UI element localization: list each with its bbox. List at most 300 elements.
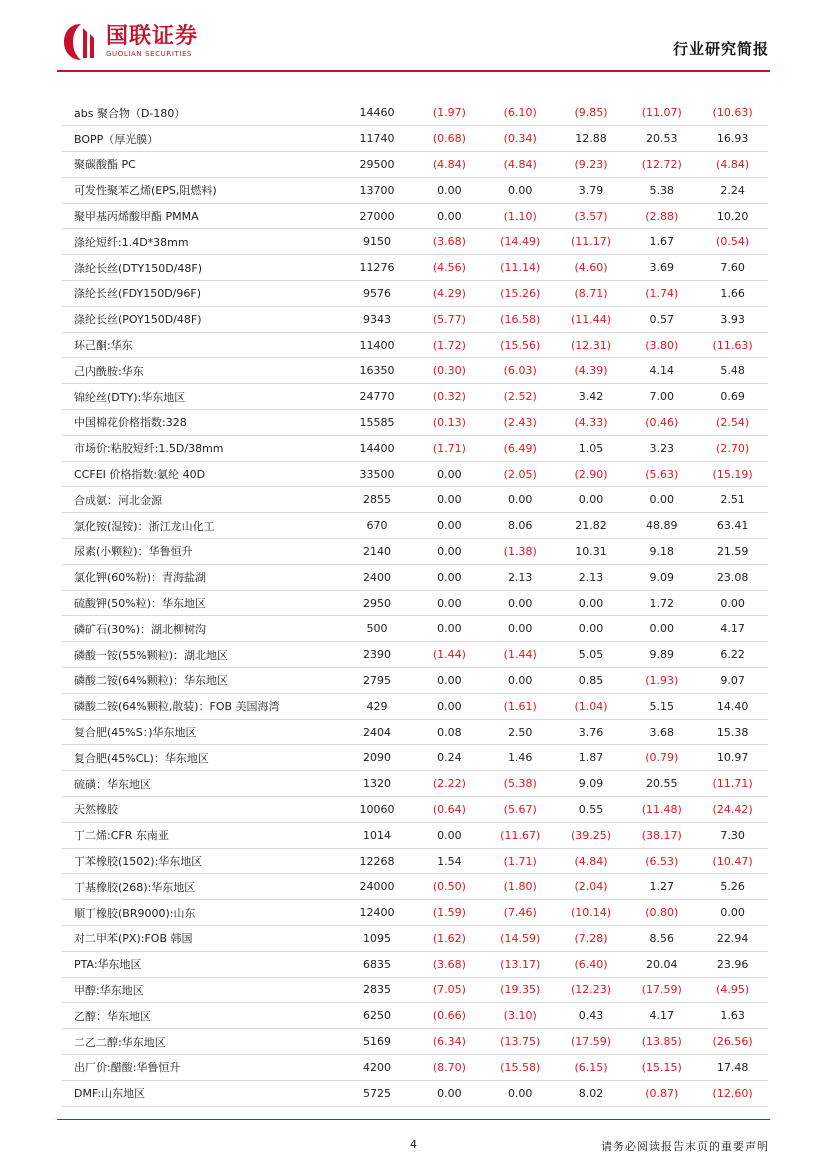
change-cell: 3.68 xyxy=(626,719,697,745)
change-cell: 3.69 xyxy=(626,255,697,281)
change-cell: (1.71) xyxy=(414,435,485,461)
change-cell: 0.24 xyxy=(414,745,485,771)
change-cell: 0.00 xyxy=(626,616,697,642)
change-cell: 9.89 xyxy=(626,642,697,668)
change-cell: (2.54) xyxy=(697,410,768,436)
change-cell: 23.08 xyxy=(697,564,768,590)
change-cell: (4.95) xyxy=(697,977,768,1003)
change-cell: 10.20 xyxy=(697,203,768,229)
change-cell: (0.54) xyxy=(697,229,768,255)
change-cell: (3.80) xyxy=(626,332,697,358)
change-cell: 2.50 xyxy=(485,719,556,745)
table-row xyxy=(62,951,768,977)
change-cell: 0.69 xyxy=(697,384,768,410)
change-cell: 0.00 xyxy=(414,564,485,590)
price-cell: 2795 xyxy=(340,668,414,694)
table-row xyxy=(62,1054,768,1080)
change-cell: 5.38 xyxy=(626,177,697,203)
price-cell: 11276 xyxy=(340,255,414,281)
change-cell: 1.72 xyxy=(626,590,697,616)
change-cell: 63.41 xyxy=(697,513,768,539)
change-cell: (4.56) xyxy=(414,255,485,281)
price-cell: 2090 xyxy=(340,745,414,771)
report-type-label: 行业研究简报 xyxy=(672,40,769,58)
change-cell: (17.59) xyxy=(556,1029,627,1055)
change-cell: 8.02 xyxy=(556,1080,627,1106)
table-row xyxy=(62,590,768,616)
change-cell: (1.04) xyxy=(556,693,627,719)
change-cell: 0.00 xyxy=(414,461,485,487)
change-cell: (1.74) xyxy=(626,281,697,307)
change-cell: 1.67 xyxy=(626,229,697,255)
product-name-cell: DMF:山东地区 xyxy=(62,1080,340,1106)
change-cell: 0.00 xyxy=(414,203,485,229)
table-row xyxy=(62,410,768,436)
change-cell: (3.57) xyxy=(556,203,627,229)
change-cell: (0.79) xyxy=(626,745,697,771)
change-cell: (8.70) xyxy=(414,1054,485,1080)
product-name-cell: abs 聚合物（D-180） xyxy=(62,100,340,126)
change-cell: (7.28) xyxy=(556,926,627,952)
change-cell: (12.23) xyxy=(556,977,627,1003)
change-cell: (1.97) xyxy=(414,100,485,126)
change-cell: 1.05 xyxy=(556,435,627,461)
product-name-cell: 硫磺：华东地区 xyxy=(62,771,340,797)
change-cell: 3.76 xyxy=(556,719,627,745)
product-name-cell: 合成氨：河北金源 xyxy=(62,487,340,513)
change-cell: (0.80) xyxy=(626,900,697,926)
change-cell: 0.00 xyxy=(414,693,485,719)
price-cell: 27000 xyxy=(340,203,414,229)
change-cell: (1.61) xyxy=(485,693,556,719)
change-cell: (7.46) xyxy=(485,900,556,926)
product-name-cell: 聚甲基丙烯酸甲酯 PMMA xyxy=(62,203,340,229)
change-cell: (6.53) xyxy=(626,848,697,874)
change-cell: (4.60) xyxy=(556,255,627,281)
change-cell: 0.55 xyxy=(556,797,627,823)
change-cell: (15.26) xyxy=(485,281,556,307)
change-cell: (7.05) xyxy=(414,977,485,1003)
change-cell: 0.00 xyxy=(556,487,627,513)
product-name-cell: 复合肥(45%CL)：华东地区 xyxy=(62,745,340,771)
change-cell: (12.60) xyxy=(697,1080,768,1106)
change-cell: (1.44) xyxy=(414,642,485,668)
change-cell: (24.42) xyxy=(697,797,768,823)
change-cell: (2.04) xyxy=(556,874,627,900)
change-cell: 4.17 xyxy=(626,1003,697,1029)
change-cell: 3.79 xyxy=(556,177,627,203)
table-row xyxy=(62,358,768,384)
change-cell: (6.40) xyxy=(556,951,627,977)
change-cell: (4.84) xyxy=(414,152,485,178)
change-cell: (4.84) xyxy=(697,152,768,178)
change-cell: (1.59) xyxy=(414,900,485,926)
change-cell: 8.06 xyxy=(485,513,556,539)
change-cell: (1.72) xyxy=(414,332,485,358)
change-cell: 0.00 xyxy=(485,590,556,616)
table-row xyxy=(62,719,768,745)
change-cell: 48.89 xyxy=(626,513,697,539)
table-row xyxy=(62,539,768,565)
table-row xyxy=(62,487,768,513)
product-name-cell: 硫酸钾(50%粒)：华东地区 xyxy=(62,590,340,616)
change-cell: (4.84) xyxy=(485,152,556,178)
page-number: 4 xyxy=(410,1138,417,1151)
product-name-cell: 涤纶长丝(POY150D/48F) xyxy=(62,306,340,332)
change-cell: (1.93) xyxy=(626,668,697,694)
product-name-cell: 顺丁橡胶(BR9000):山东 xyxy=(62,900,340,926)
table-row xyxy=(62,1003,768,1029)
price-cell: 14460 xyxy=(340,100,414,126)
company-logo xyxy=(62,22,198,62)
change-cell: (12.72) xyxy=(626,152,697,178)
change-cell: 8.56 xyxy=(626,926,697,952)
price-cell: 11740 xyxy=(340,126,414,152)
change-cell: (0.46) xyxy=(626,410,697,436)
change-cell: 20.04 xyxy=(626,951,697,977)
change-cell: 22.94 xyxy=(697,926,768,952)
change-cell: 23.96 xyxy=(697,951,768,977)
change-cell: (11.67) xyxy=(485,822,556,848)
change-cell: 1.66 xyxy=(697,281,768,307)
change-cell: (39.25) xyxy=(556,822,627,848)
change-cell: 0.00 xyxy=(556,590,627,616)
price-cell: 670 xyxy=(340,513,414,539)
price-cell: 2400 xyxy=(340,564,414,590)
change-cell: 0.00 xyxy=(485,177,556,203)
product-name-cell: 氯化铵(湿铵)：浙江龙山化工 xyxy=(62,513,340,539)
change-cell: 0.00 xyxy=(697,590,768,616)
change-cell: 2.13 xyxy=(485,564,556,590)
change-cell: (5.38) xyxy=(485,771,556,797)
change-cell: 0.00 xyxy=(697,900,768,926)
change-cell: 20.53 xyxy=(626,126,697,152)
change-cell: (11.17) xyxy=(556,229,627,255)
change-cell: 0.00 xyxy=(485,487,556,513)
product-name-cell: 尿素(小颗粒)：华鲁恒升 xyxy=(62,539,340,565)
product-name-cell: 丁二烯:CFR 东南亚 xyxy=(62,822,340,848)
change-cell: (13.75) xyxy=(485,1029,556,1055)
change-cell: (5.63) xyxy=(626,461,697,487)
change-cell: (15.15) xyxy=(626,1054,697,1080)
change-cell: (11.14) xyxy=(485,255,556,281)
price-cell: 24770 xyxy=(340,384,414,410)
product-name-cell: 己内酰胺:华东 xyxy=(62,358,340,384)
table-row xyxy=(62,281,768,307)
table-row xyxy=(62,306,768,332)
table-row xyxy=(62,642,768,668)
price-cell: 500 xyxy=(340,616,414,642)
price-cell: 6250 xyxy=(340,1003,414,1029)
change-cell: (11.71) xyxy=(697,771,768,797)
change-cell: (10.14) xyxy=(556,900,627,926)
price-cell: 2140 xyxy=(340,539,414,565)
change-cell: (13.85) xyxy=(626,1029,697,1055)
table-row xyxy=(62,616,768,642)
change-cell: 0.00 xyxy=(556,616,627,642)
change-cell: 0.43 xyxy=(556,1003,627,1029)
page-header xyxy=(0,0,827,72)
change-cell: (5.67) xyxy=(485,797,556,823)
change-cell: (10.47) xyxy=(697,848,768,874)
change-cell: (1.80) xyxy=(485,874,556,900)
change-cell: 3.23 xyxy=(626,435,697,461)
price-cell: 11400 xyxy=(340,332,414,358)
price-cell: 4200 xyxy=(340,1054,414,1080)
change-cell: (2.90) xyxy=(556,461,627,487)
product-name-cell: 锦纶丝(DTY):华东地区 xyxy=(62,384,340,410)
price-cell: 2404 xyxy=(340,719,414,745)
change-cell: (0.68) xyxy=(414,126,485,152)
price-cell: 24000 xyxy=(340,874,414,900)
change-cell: 4.17 xyxy=(697,616,768,642)
change-cell: (2.43) xyxy=(485,410,556,436)
product-name-cell: 磷酸二铵(64%颗粒)：华东地区 xyxy=(62,668,340,694)
change-cell: 0.00 xyxy=(414,822,485,848)
price-cell: 2855 xyxy=(340,487,414,513)
change-cell: 20.55 xyxy=(626,771,697,797)
change-cell: (3.68) xyxy=(414,951,485,977)
table-row xyxy=(62,1029,768,1055)
table-row xyxy=(62,100,768,126)
table-row xyxy=(62,126,768,152)
price-cell: 1014 xyxy=(340,822,414,848)
product-name-cell: 乙醇：华东地区 xyxy=(62,1003,340,1029)
change-cell: 0.85 xyxy=(556,668,627,694)
table-row xyxy=(62,797,768,823)
change-cell: (8.71) xyxy=(556,281,627,307)
price-cell: 2950 xyxy=(340,590,414,616)
price-cell: 5169 xyxy=(340,1029,414,1055)
change-cell: (38.17) xyxy=(626,822,697,848)
product-name-cell: 磷酸一铵(55%颗粒)：湖北地区 xyxy=(62,642,340,668)
change-cell: 16.93 xyxy=(697,126,768,152)
change-cell: 1.46 xyxy=(485,745,556,771)
product-name-cell: 丁基橡胶(268):华东地区 xyxy=(62,874,340,900)
change-cell: (6.03) xyxy=(485,358,556,384)
change-cell: (26.56) xyxy=(697,1029,768,1055)
logo-emblem-icon xyxy=(62,22,100,62)
change-cell: 2.51 xyxy=(697,487,768,513)
change-cell: (15.56) xyxy=(485,332,556,358)
change-cell: 0.00 xyxy=(626,487,697,513)
change-cell: 5.15 xyxy=(626,693,697,719)
change-cell: 2.13 xyxy=(556,564,627,590)
change-cell: (11.63) xyxy=(697,332,768,358)
change-cell: 2.24 xyxy=(697,177,768,203)
change-cell: (15.58) xyxy=(485,1054,556,1080)
price-cell: 1095 xyxy=(340,926,414,952)
change-cell: 10.97 xyxy=(697,745,768,771)
change-cell: (3.68) xyxy=(414,229,485,255)
price-cell: 14400 xyxy=(340,435,414,461)
change-cell: 5.05 xyxy=(556,642,627,668)
change-cell: 0.08 xyxy=(414,719,485,745)
change-cell: (2.88) xyxy=(626,203,697,229)
price-cell: 2835 xyxy=(340,977,414,1003)
change-cell: (0.50) xyxy=(414,874,485,900)
change-cell: (9.85) xyxy=(556,100,627,126)
table-row xyxy=(62,926,768,952)
change-cell: (0.34) xyxy=(485,126,556,152)
change-cell: (6.34) xyxy=(414,1029,485,1055)
table-row xyxy=(62,771,768,797)
change-cell: 5.26 xyxy=(697,874,768,900)
price-cell: 9576 xyxy=(340,281,414,307)
change-cell: 0.00 xyxy=(414,668,485,694)
change-cell: (1.10) xyxy=(485,203,556,229)
change-cell: 0.57 xyxy=(626,306,697,332)
header-divider xyxy=(57,70,770,72)
price-cell: 10060 xyxy=(340,797,414,823)
change-cell: (0.32) xyxy=(414,384,485,410)
change-cell: 7.00 xyxy=(626,384,697,410)
table-row xyxy=(62,152,768,178)
change-cell: 4.14 xyxy=(626,358,697,384)
change-cell: 3.93 xyxy=(697,306,768,332)
table-row xyxy=(62,977,768,1003)
table-row xyxy=(62,255,768,281)
change-cell: (2.22) xyxy=(414,771,485,797)
change-cell: 7.60 xyxy=(697,255,768,281)
product-name-cell: 涤纶短纤:1.4D*38mm xyxy=(62,229,340,255)
change-cell: 21.82 xyxy=(556,513,627,539)
change-cell: (1.62) xyxy=(414,926,485,952)
change-cell: 12.88 xyxy=(556,126,627,152)
table-row xyxy=(62,435,768,461)
table-row xyxy=(62,564,768,590)
logo-english-name: GUOLIAN SECURITIES xyxy=(106,50,193,58)
change-cell: 9.09 xyxy=(556,771,627,797)
change-cell: (0.13) xyxy=(414,410,485,436)
change-cell: (1.44) xyxy=(485,642,556,668)
product-name-cell: 市场价:粘胶短纤:1.5D/38mm xyxy=(62,435,340,461)
change-cell: 5.48 xyxy=(697,358,768,384)
price-cell: 15585 xyxy=(340,410,414,436)
product-name-cell: 涤纶长丝(DTY150D/48F) xyxy=(62,255,340,281)
table-row xyxy=(62,822,768,848)
change-cell: 0.00 xyxy=(414,590,485,616)
price-cell: 5725 xyxy=(340,1080,414,1106)
change-cell: (0.30) xyxy=(414,358,485,384)
table-row xyxy=(62,848,768,874)
table-row xyxy=(62,668,768,694)
change-cell: (6.10) xyxy=(485,100,556,126)
price-cell: 12400 xyxy=(340,900,414,926)
change-cell: 0.00 xyxy=(414,539,485,565)
table-row xyxy=(62,384,768,410)
change-cell: 15.38 xyxy=(697,719,768,745)
change-cell: 0.00 xyxy=(414,487,485,513)
table-row xyxy=(62,693,768,719)
product-name-cell: 氯化钾(60%粉)：青海盐湖 xyxy=(62,564,340,590)
change-cell: 17.48 xyxy=(697,1054,768,1080)
change-cell: (13.17) xyxy=(485,951,556,977)
price-cell: 12268 xyxy=(340,848,414,874)
disclaimer-text: 请务必阅读报告末页的重要声明 xyxy=(601,1140,769,1153)
change-cell: (17.59) xyxy=(626,977,697,1003)
product-name-cell: 磷酸二铵(64%颗粒,散装)：FOB 美国海湾 xyxy=(62,693,340,719)
change-cell: 0.00 xyxy=(485,1080,556,1106)
change-cell: 0.00 xyxy=(414,1080,485,1106)
table-row xyxy=(62,745,768,771)
change-cell: (16.58) xyxy=(485,306,556,332)
change-cell: 21.59 xyxy=(697,539,768,565)
change-cell: 6.22 xyxy=(697,642,768,668)
change-cell: 0.00 xyxy=(485,616,556,642)
price-cell: 33500 xyxy=(340,461,414,487)
product-name-cell: 中国棉花价格指数:328 xyxy=(62,410,340,436)
change-cell: (11.07) xyxy=(626,100,697,126)
change-cell: (0.64) xyxy=(414,797,485,823)
change-cell: (4.33) xyxy=(556,410,627,436)
table-row xyxy=(62,229,768,255)
change-cell: (2.52) xyxy=(485,384,556,410)
change-cell: (0.66) xyxy=(414,1003,485,1029)
change-cell: (11.44) xyxy=(556,306,627,332)
change-cell: (3.10) xyxy=(485,1003,556,1029)
price-cell: 1320 xyxy=(340,771,414,797)
product-name-cell: 丁苯橡胶(1502):华东地区 xyxy=(62,848,340,874)
price-cell: 429 xyxy=(340,693,414,719)
change-cell: (1.71) xyxy=(485,848,556,874)
price-cell: 13700 xyxy=(340,177,414,203)
change-cell: 14.40 xyxy=(697,693,768,719)
change-cell: (4.84) xyxy=(556,848,627,874)
change-cell: 1.27 xyxy=(626,874,697,900)
price-cell: 16350 xyxy=(340,358,414,384)
change-cell: (6.15) xyxy=(556,1054,627,1080)
change-cell: (0.87) xyxy=(626,1080,697,1106)
table-row xyxy=(62,1080,768,1106)
change-cell: 0.00 xyxy=(414,513,485,539)
table-row xyxy=(62,177,768,203)
product-name-cell: 甲醇:华东地区 xyxy=(62,977,340,1003)
change-cell: (14.49) xyxy=(485,229,556,255)
footer-divider xyxy=(57,1119,770,1120)
change-cell: (19.35) xyxy=(485,977,556,1003)
table-row xyxy=(62,332,768,358)
change-cell: 1.63 xyxy=(697,1003,768,1029)
change-cell: 1.54 xyxy=(414,848,485,874)
logo-chinese-name: 国联证券 xyxy=(106,24,199,49)
product-name-cell: 磷矿石(30%)：湖北柳树沟 xyxy=(62,616,340,642)
change-cell: (2.70) xyxy=(697,435,768,461)
change-cell: (14.59) xyxy=(485,926,556,952)
change-cell: (9.23) xyxy=(556,152,627,178)
price-cell: 29500 xyxy=(340,152,414,178)
change-cell: 10.31 xyxy=(556,539,627,565)
change-cell: (2.05) xyxy=(485,461,556,487)
price-cell: 9343 xyxy=(340,306,414,332)
product-name-cell: 出厂价:醋酸:华鲁恒升 xyxy=(62,1054,340,1080)
change-cell: (11.48) xyxy=(626,797,697,823)
price-cell: 9150 xyxy=(340,229,414,255)
change-cell: (5.77) xyxy=(414,306,485,332)
table-row xyxy=(62,874,768,900)
product-name-cell: 环己酮:华东 xyxy=(62,332,340,358)
table-row xyxy=(62,203,768,229)
table-row xyxy=(62,461,768,487)
price-cell: 6835 xyxy=(340,951,414,977)
change-cell: 7.30 xyxy=(697,822,768,848)
product-name-cell: 天然橡胶 xyxy=(62,797,340,823)
product-name-cell: 对二甲苯(PX):FOB 韩国 xyxy=(62,926,340,952)
change-cell: (15.19) xyxy=(697,461,768,487)
change-cell: 0.00 xyxy=(414,177,485,203)
change-cell: 9.09 xyxy=(626,564,697,590)
product-name-cell: 复合肥(45%S：)华东地区 xyxy=(62,719,340,745)
